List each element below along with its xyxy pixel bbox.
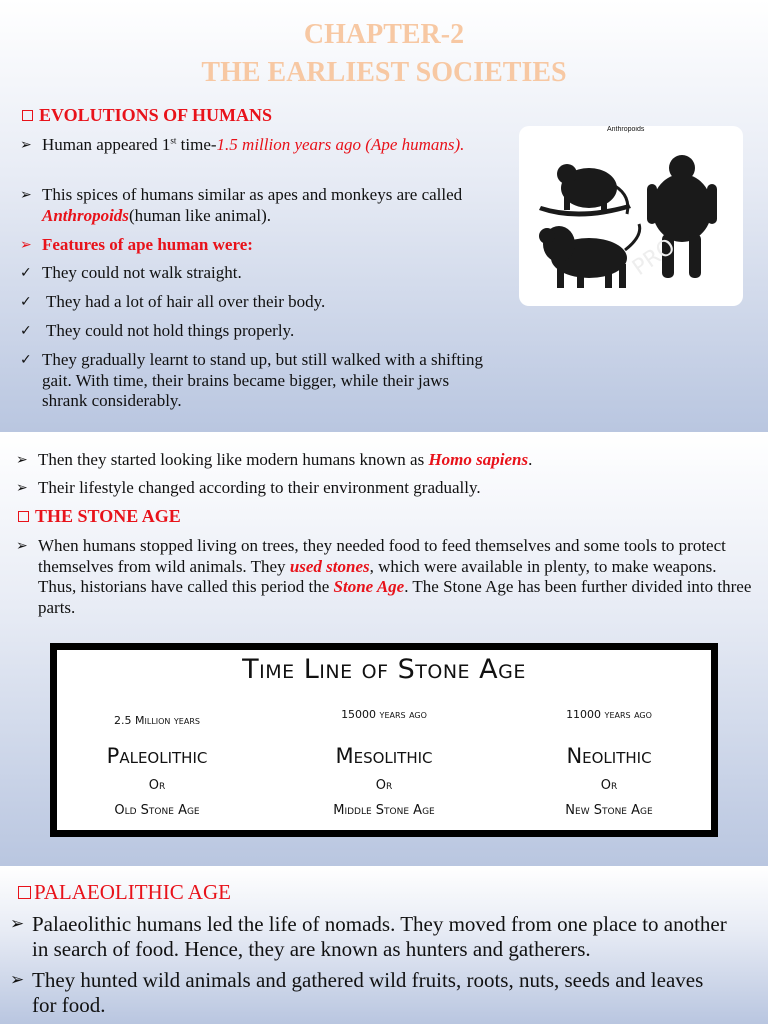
check-stand-up: [20, 350, 490, 412]
check-bullet-icon: ✓: [20, 323, 32, 339]
arrow-bullet-icon: ➢: [20, 237, 32, 253]
apes-illustration-icon: [519, 126, 743, 306]
heading-text: THE STONE AGE: [35, 506, 181, 526]
bullet-nomads: [10, 912, 730, 962]
check-hair: [20, 292, 490, 313]
check-bullet-icon: ✓: [20, 265, 32, 281]
text: When humans stopped living on trees, they needed food to feed themselves and some tools to protect themselves from wild animals. They: [38, 536, 726, 576]
heading-palaeolithic: [18, 880, 231, 905]
text: Human appeared 1: [42, 135, 171, 154]
text: This spices of humans similar as apes and monkeys are called: [42, 185, 463, 204]
bullet-homo-sapiens: [16, 450, 756, 471]
bullet-features: [20, 235, 490, 256]
emphasis: 1.5 million years ago (Ape humans).: [216, 135, 465, 154]
timeline-title: Time Line of Stone Age: [242, 654, 526, 685]
arrow-bullet-icon: ➢: [16, 480, 28, 496]
arrow-bullet-icon: ➢: [20, 137, 32, 153]
period-or: Or: [375, 778, 393, 793]
checkbox-bullet-icon: [22, 110, 33, 121]
period-paleolithic: [57, 714, 257, 818]
heading-stone-age: [18, 506, 181, 527]
superscript: st: [170, 135, 177, 146]
text: , which were available in plenty, to make weapons. Thus, historians have called this period the: [38, 556, 717, 596]
emphasis: Anthropoids: [42, 205, 129, 225]
emphasis: used stones: [289, 556, 370, 576]
text: time-: [176, 135, 217, 154]
check-hold: [20, 321, 490, 342]
text: They gradually learnt to stand up, but still walked with a shifting gait. With time, their brains became bigger, while their jaws shrank considerably.: [42, 350, 483, 410]
arrow-bullet-icon: ➢: [10, 914, 25, 934]
arrow-bullet-icon: ➢: [20, 187, 32, 203]
stone-age-timeline: [50, 643, 718, 837]
period-neolithic: [509, 708, 709, 818]
bullet-human-appeared: [20, 135, 490, 156]
period-years: 2.5 Million years: [114, 714, 200, 727]
text: They had a lot of hair all over their body.: [46, 292, 326, 311]
emphasis: Stone Age: [333, 577, 405, 596]
period-alt-name: Old Stone Age: [114, 803, 200, 818]
text: .: [528, 450, 533, 469]
arrow-bullet-icon: ➢: [10, 970, 25, 990]
text: . The Stone Age has been further divided into three parts.: [38, 577, 752, 617]
text: They hunted wild animals and gathered wild fruits, roots, nuts, seeds and leaves for food.: [32, 968, 704, 1017]
svg-text:PRO: PRO: [628, 234, 681, 281]
text: (human like animal).: [128, 205, 272, 225]
slide-palaeolithic: [0, 866, 768, 1024]
text: Then they started looking like modern humans known as: [38, 450, 429, 469]
period-years: 11000 years ago: [566, 708, 652, 721]
text: They could not walk straight.: [42, 263, 242, 282]
anthropoids-image: [519, 126, 743, 306]
period-alt-name: Middle Stone Age: [333, 803, 435, 818]
check-bullet-icon: ✓: [20, 352, 32, 368]
bullet-used-stones: [16, 536, 756, 618]
slide-stone-age: [0, 432, 768, 866]
text: Their lifestyle changed according to their environment gradually.: [38, 478, 481, 497]
arrow-bullet-icon: ➢: [16, 538, 28, 554]
heading-evolutions: [22, 105, 272, 126]
timeline-panel: [57, 650, 711, 830]
period-name: Mesolithic: [335, 744, 433, 768]
period-alt-name: New Stone Age: [565, 803, 653, 818]
checkbox-bullet-icon: [18, 511, 29, 522]
image-caption: Anthropoids: [607, 126, 645, 133]
slide-evolution: [0, 0, 768, 432]
chapter-title: CHAPTER-2: [303, 19, 465, 50]
arrow-bullet-icon: ➢: [16, 452, 28, 468]
heading-text: EVOLUTIONS OF HUMANS: [39, 105, 272, 125]
check-walk: [20, 263, 490, 284]
chapter-subtitle: THE EARLIEST SOCIETIES: [201, 57, 567, 88]
period-name: Paleolithic: [106, 744, 208, 768]
check-bullet-icon: ✓: [20, 294, 32, 310]
period-or: Or: [600, 778, 618, 793]
bullet-lifestyle: [16, 478, 756, 499]
text: Features of ape human were:: [42, 235, 253, 254]
text: They could not hold things properly.: [46, 321, 295, 340]
period-years: 15000 years ago: [341, 708, 427, 721]
heading-text: PALAEOLITHIC AGE: [34, 880, 231, 904]
period-mesolithic: [284, 708, 484, 818]
bullet-anthropoids: [20, 185, 490, 226]
checkbox-bullet-icon: [18, 886, 31, 899]
bullet-hunted: [10, 968, 730, 1018]
text: Palaeolithic humans led the life of nomads. They moved from one place to another in search of food. Hence, they are known as hunters and gatherers.: [32, 912, 727, 961]
period-name: Neolithic: [566, 744, 652, 768]
period-or: Or: [148, 778, 166, 793]
emphasis: Homo sapiens: [428, 450, 529, 469]
